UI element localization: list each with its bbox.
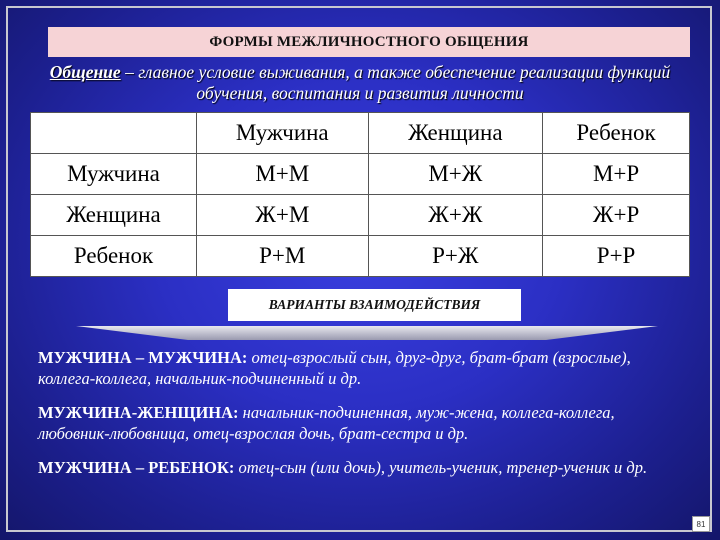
- matrix-cell: М+Ж: [368, 154, 543, 195]
- variant-man-woman: [38, 402, 688, 444]
- row-header-man: Мужчина: [31, 154, 197, 195]
- banner-wedge-shape: [76, 318, 658, 340]
- row-header-child: Ребенок: [31, 236, 197, 277]
- variants-banner: ВАРИАНТЫ ВЗАИМОДЕЙСТВИЯ: [228, 289, 521, 321]
- variant-examples: отец-сын (или дочь), учитель-ученик, тренер-ученик и др.: [234, 458, 648, 477]
- matrix-cell: М+Р: [543, 154, 690, 195]
- matrix-cell: Р+Ж: [368, 236, 543, 277]
- definition-term: Общение: [49, 62, 121, 82]
- definition-text: [40, 62, 680, 104]
- slide-title: ФОРМЫ МЕЖЛИЧНОСТНОГО ОБЩЕНИЯ: [48, 27, 690, 57]
- variant-heading: МУЖЧИНА-ЖЕНЩИНА:: [38, 403, 239, 422]
- col-header-man: Мужчина: [197, 113, 369, 154]
- interaction-matrix: [30, 112, 690, 277]
- variant-man-child: [38, 457, 688, 478]
- matrix-row-child: [31, 236, 690, 277]
- matrix-header-row: [31, 113, 690, 154]
- page-number: 81: [692, 516, 710, 532]
- variant-examples: отец-взрослый сын, друг-друг, брат-брат (взрослые), коллега-коллега, начальник-подчиненный и др.: [38, 348, 631, 388]
- definition-body: – главное условие выживания, а также обеспечение реализации функций обучения, воспитания и развития личности: [120, 62, 671, 103]
- row-header-woman: Женщина: [31, 195, 197, 236]
- variant-heading: МУЖЧИНА – МУЖЧИНА:: [38, 348, 248, 367]
- col-header-woman: Женщина: [368, 113, 543, 154]
- col-header-child: Ребенок: [543, 113, 690, 154]
- variant-man-man: [38, 347, 688, 389]
- matrix-row-man: [31, 154, 690, 195]
- matrix-corner-cell: [31, 113, 197, 154]
- variant-heading: МУЖЧИНА – РЕБЕНОК:: [38, 458, 235, 477]
- matrix-cell: Ж+Р: [543, 195, 690, 236]
- matrix-row-woman: [31, 195, 690, 236]
- matrix-cell: М+М: [197, 154, 369, 195]
- variant-examples: начальник-подчиненная, муж-жена, коллега-коллега, любовник-любовница, отец-взрослая дочь, брат-сестра и др.: [38, 403, 615, 443]
- matrix-cell: Р+Р: [543, 236, 690, 277]
- variants-list: [38, 347, 688, 491]
- matrix-cell: Ж+М: [197, 195, 369, 236]
- matrix-cell: Р+М: [197, 236, 369, 277]
- matrix-cell: Ж+Ж: [368, 195, 543, 236]
